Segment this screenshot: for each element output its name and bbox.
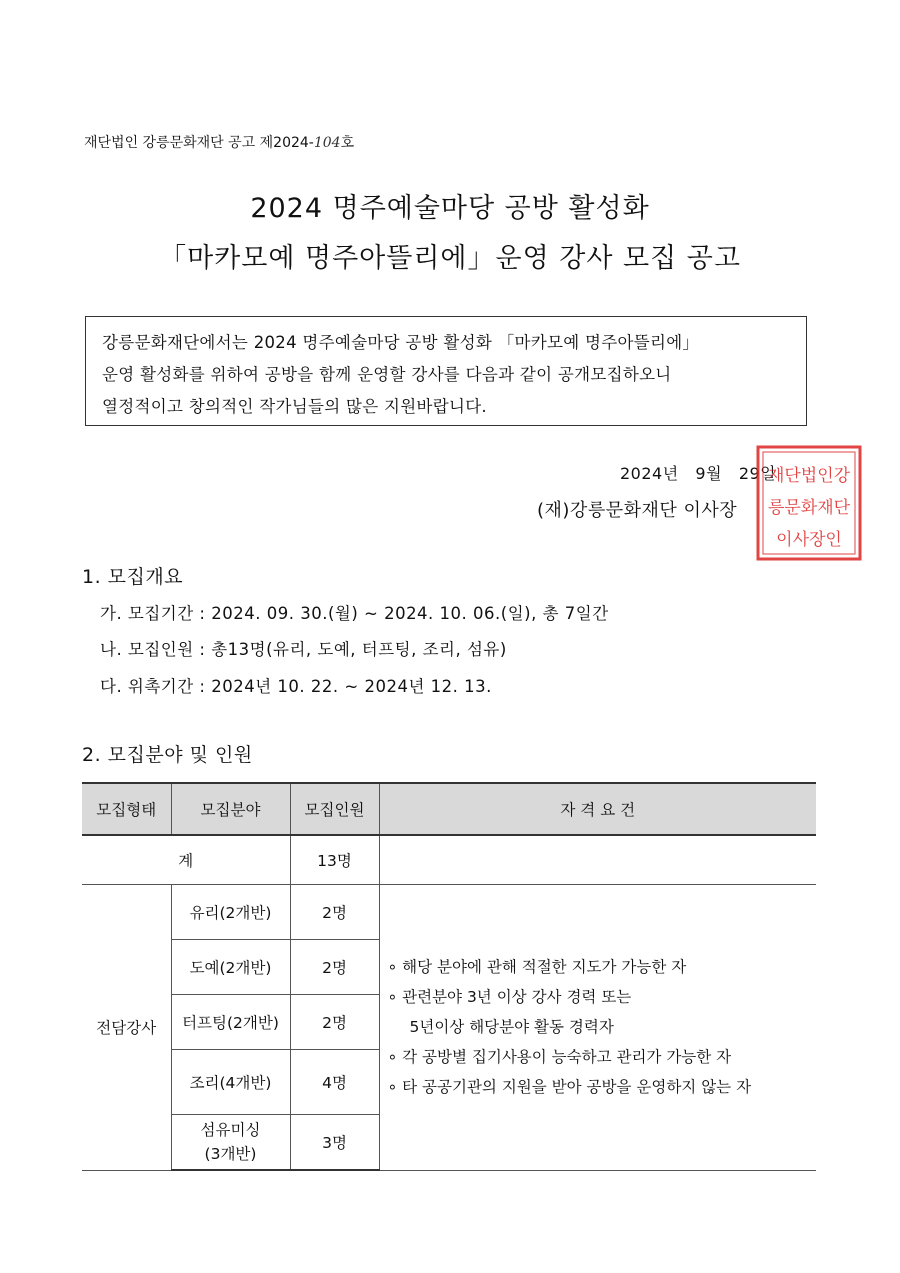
field-textile-line-2: (3개반) xyxy=(204,1145,257,1163)
count-textile: 3명 xyxy=(290,1115,379,1171)
issuer-name: (재)강릉문화재단 이사장 xyxy=(537,500,738,521)
header-requirements: 자 격 요 건 xyxy=(379,783,816,835)
issue-date: 2024년 9월 29일 xyxy=(620,464,777,483)
intro-line-2: 운영 활성화를 위하여 공방을 함께 운영할 강사를 다음과 같이 공개모집하오니 xyxy=(102,365,672,384)
recruitment-table xyxy=(82,782,816,1171)
total-label: 계 xyxy=(82,835,290,885)
notice-prefix: 재단법인 강릉문화재단 공고 제2024- xyxy=(84,135,314,151)
recruit-type: 전담강사 xyxy=(82,885,171,1171)
requirement-4: ∘ 타 공공기관의 지원을 받아 공방을 운영하지 않는 자 xyxy=(387,1078,752,1097)
title-line-1: 2024 명주예술마당 공방 활성화 xyxy=(250,193,650,224)
requirement-3: ∘ 각 공방별 집기사용이 능숙하고 관리가 가능한 자 xyxy=(387,1048,732,1067)
notice-suffix: 호 xyxy=(340,135,355,151)
field-textile xyxy=(171,1115,290,1171)
notice-number xyxy=(84,132,354,152)
intro-line-1: 강릉문화재단에서는 2024 명주예술마당 공방 활성화 「마카모예 명주아뜰리에」 xyxy=(102,333,700,352)
field-cooking: 조리(4개반) xyxy=(171,1050,290,1115)
intro-line-3: 열정적이고 창의적인 작가님들의 많은 지원바랍니다. xyxy=(102,397,487,416)
overview-item-period: 가. 모집기간 : 2024. 09. 30.(월) ~ 2024. 10. 06.(일), 총 7일간 xyxy=(100,604,609,623)
table-row-total xyxy=(82,835,816,885)
notice-number-handwritten: 104 xyxy=(313,135,341,151)
header-count: 모집인원 xyxy=(290,783,379,835)
intro-box xyxy=(85,316,807,426)
requirement-1: ∘ 해당 분야에 관해 적절한 지도가 가능한 자 xyxy=(387,958,687,977)
overview-item-appointment: 다. 위촉기간 : 2024년 10. 22. ~ 2024년 12. 13. xyxy=(100,677,492,696)
header-field: 모집분야 xyxy=(171,783,290,835)
title-line-2: 「마카모예 명주아뜰리에」운영 강사 모집 공고 xyxy=(159,243,741,274)
header-type: 모집형태 xyxy=(82,783,171,835)
section-2-heading: 2. 모집분야 및 인원 xyxy=(82,744,253,766)
count-glass: 2명 xyxy=(290,885,379,940)
field-tufting: 터프팅(2개반) xyxy=(171,995,290,1050)
field-textile-line-1: 섬유미싱 xyxy=(200,1121,261,1139)
overview-item-headcount: 나. 모집인원 : 총13명(유리, 도예, 터프팅, 조리, 섬유) xyxy=(100,640,507,659)
seal-text-2: 릉문화재단 xyxy=(767,498,851,518)
requirements-cell xyxy=(379,885,816,1171)
field-ceramics: 도예(2개반) xyxy=(171,940,290,995)
total-count: 13명 xyxy=(290,835,379,885)
section-1-heading: 1. 모집개요 xyxy=(82,566,184,588)
seal-text-3: 이사장인 xyxy=(776,530,842,550)
official-seal-stamp xyxy=(754,443,864,566)
requirement-2: ∘ 관련분야 3년 이상 강사 경력 또는 xyxy=(387,988,632,1007)
seal-text-1: 재단법인강 xyxy=(767,466,851,486)
count-tufting: 2명 xyxy=(290,995,379,1050)
requirement-2-cont: 5년이상 해당분야 활동 경력자 xyxy=(409,1018,614,1037)
field-glass: 유리(2개반) xyxy=(171,885,290,940)
table-row xyxy=(82,885,816,940)
count-ceramics: 2명 xyxy=(290,940,379,995)
count-cooking: 4명 xyxy=(290,1050,379,1115)
total-requirements xyxy=(379,835,816,885)
